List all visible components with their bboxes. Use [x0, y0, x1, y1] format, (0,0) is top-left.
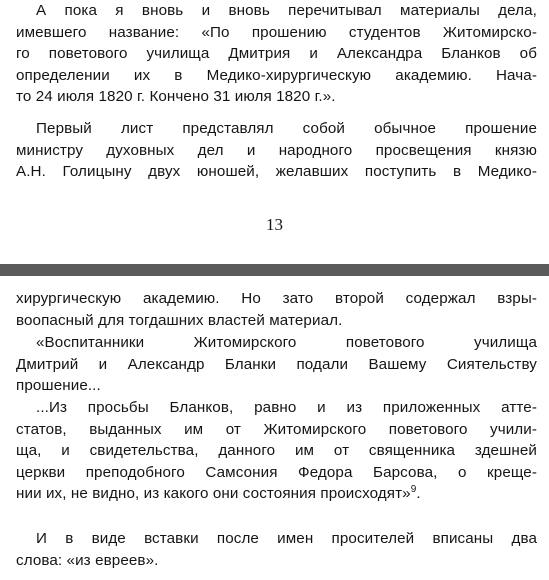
text-line: министру духовных дел и народного просвещения князю	[16, 141, 537, 159]
text-line: «Воспитанники Житомирского поветового училища	[36, 334, 537, 351]
text-line: Дмитрий и Александр Бланки подали Вашему Сиятельству	[16, 355, 537, 373]
text-line: ща, и свидетельства, данного им от священника здешней	[16, 442, 537, 459]
bottom-page-fragment	[0, 276, 549, 580]
text-line-with-footnote	[16, 483, 537, 505]
paragraph-case-materials	[16, 0, 537, 108]
text-line: нии их, не видно, из какого они состояния происходят»	[16, 485, 411, 502]
text-line: то 24 июля 1820 г. Кончено 31 июля 1820 г.».	[16, 88, 336, 105]
paragraph-quote-certificates	[16, 397, 537, 505]
paragraph-first-sheet	[16, 118, 537, 183]
page-divider	[0, 264, 549, 276]
paragraph-insertion	[16, 528, 537, 571]
paragraph-quote-petition	[16, 332, 537, 397]
text-line: ...Из просьбы Бланков, равно и из приложенных атте-	[36, 399, 537, 416]
page-number: 13	[266, 215, 283, 234]
footnote-marker[interactable]: 9	[410, 483, 417, 495]
text-line: го поветового училища Дмитрия и Александра Бланков об	[16, 45, 537, 62]
text-line: слова: «из евреев».	[16, 551, 159, 569]
text-line: А.Н. Голицыну двух юношей, желавших поступить в Медико-	[16, 163, 537, 180]
text-line: И в виде вставки после имен просителей вписаны два	[36, 530, 537, 547]
text-line: воопасный для тогдашних властей материал.	[16, 311, 343, 329]
text-line: Первый лист представлял собой обычное прошение	[36, 120, 537, 137]
text-line: А пока я вновь и вновь перечитывал материалы дела,	[36, 2, 537, 19]
text-line: определении их в Медико-хирургическую академию. Нача-	[16, 66, 537, 84]
text-punctuation: .	[416, 485, 421, 502]
text-line: имевшего название: «По прошению студентов Житомирско-	[16, 23, 537, 41]
text-line: церкви преподобного Самсония Федора Барсова, о креще-	[16, 463, 537, 481]
paragraph-continuation	[16, 288, 537, 331]
text-line: прошение...	[16, 377, 101, 394]
text-line: хирургическую академию. Но зато второй содержал взры-	[16, 290, 537, 307]
text-line: статов, выданных им от Житомирского поветового учили-	[16, 420, 537, 438]
top-page-fragment	[0, 0, 549, 257]
